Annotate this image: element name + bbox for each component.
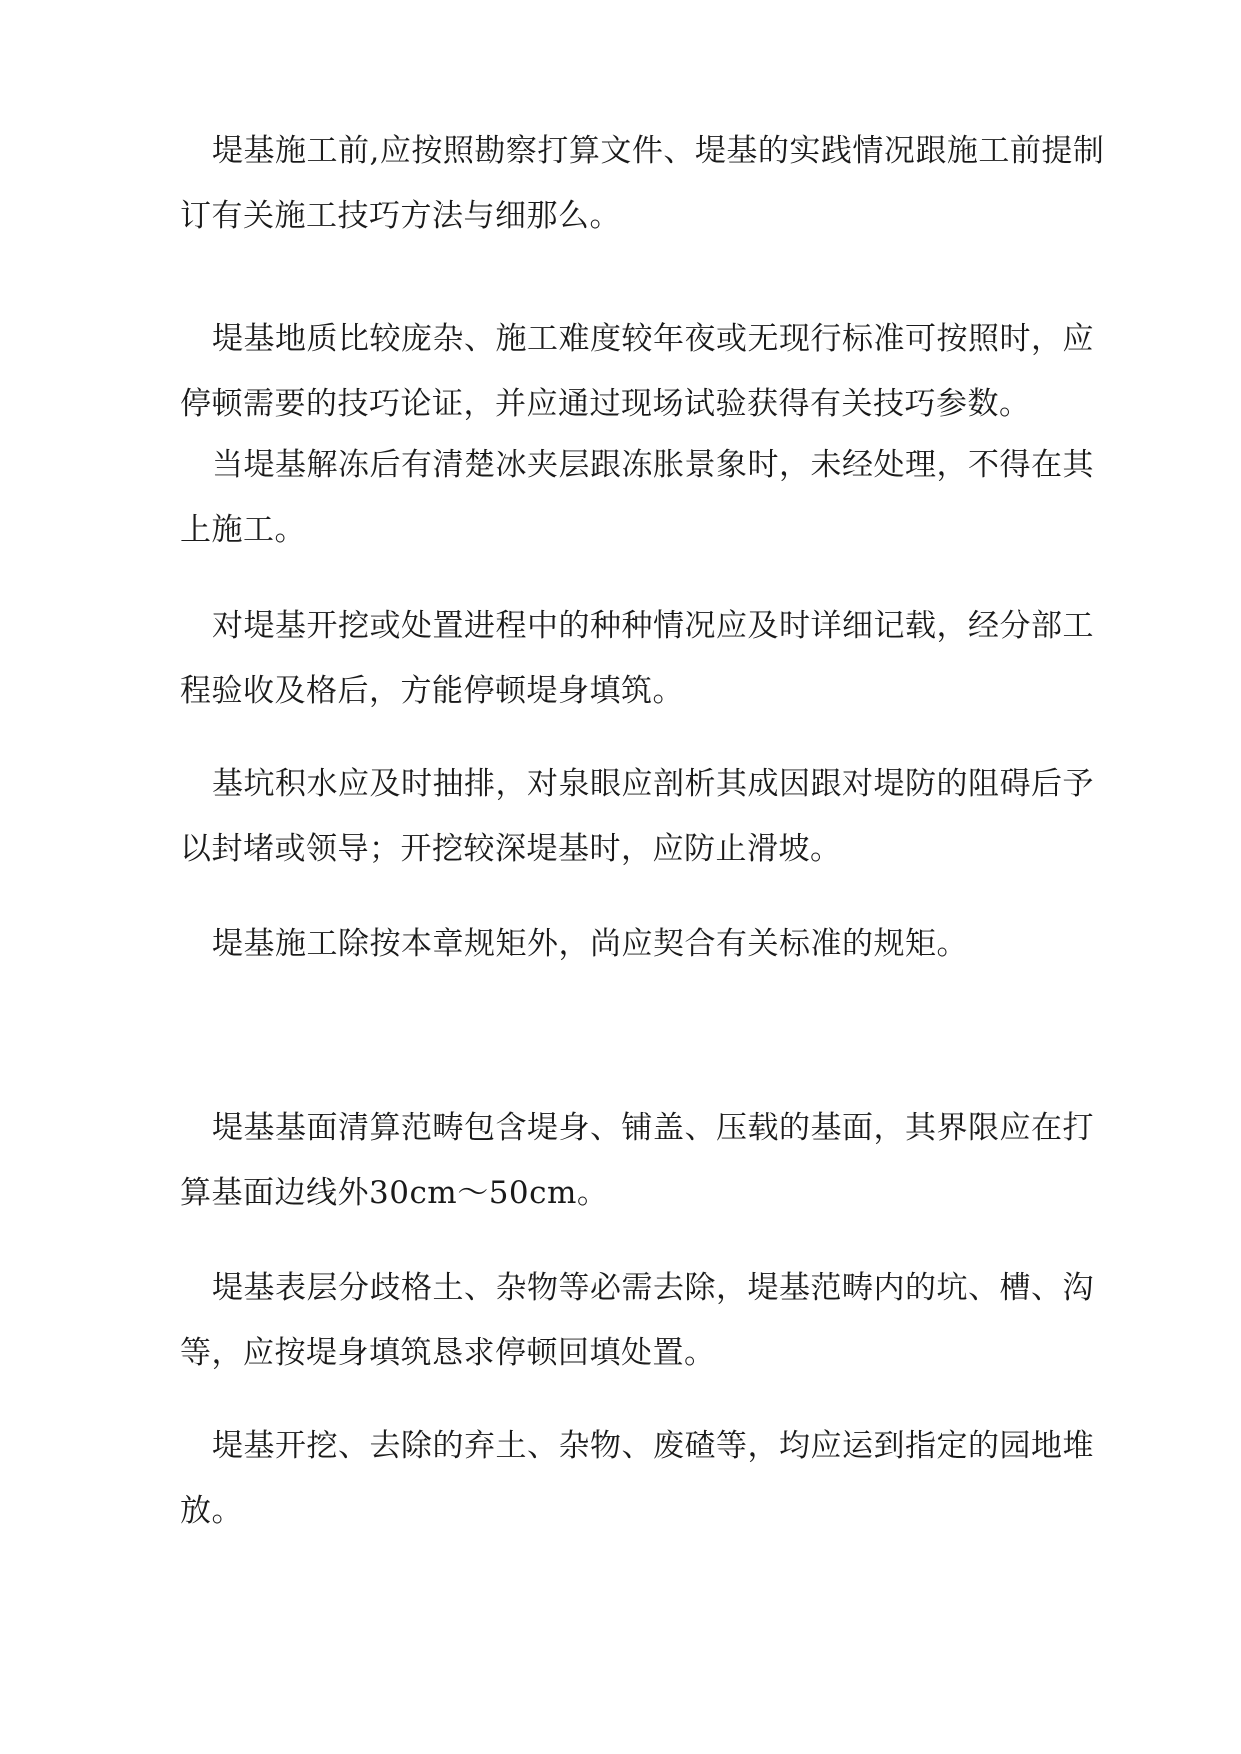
paragraph-other-standards: 堤基施工除按本章规矩外，尚应契合有关标准的规矩。 bbox=[212, 926, 968, 962]
paragraph-surface-removal: 堤基表层分歧格土、杂物等必需去除，堤基范畴内的坑、槽、沟等，应按堤身填筑恳求停顿回填处置。 bbox=[180, 1270, 1094, 1371]
paragraph-complex-geology: 堤基地质比较庞杂、施工难度较年夜或无现行标准可按照时，应停顿需要的技巧论证，并应通过现场试验获得有关技巧参数。 bbox=[180, 321, 1094, 422]
paragraph-pit-drainage: 基坑积水应及时抽排，对泉眼应剖析其成因跟对堤防的阻碍后予以封堵或领导；开挖较深堤基时，应防止滑坡。 bbox=[180, 766, 1094, 867]
paragraph-thaw-condition: 当堤基解冻后有清楚冰夹层跟冻胀景象时，未经处理，不得在其上施工。 bbox=[180, 447, 1094, 548]
paragraph-record-keeping: 对堤基开挖或处置进程中的种种情况应及时详细记载，经分部工程验收及格后，方能停顿堤身填筑。 bbox=[180, 608, 1094, 709]
paragraph-foundation-preparation: 堤基施工前,应按照勘察打算文件、堤基的实践情况跟施工前提制订有关施工技巧方法与细那么。 bbox=[180, 133, 1105, 234]
paragraph-cleanup-range: 堤基基面清算范畴包含堤身、铺盖、压载的基面，其界限应在打算基面边线外30cm～50cm。 bbox=[180, 1110, 1094, 1211]
paragraph-waste-disposal: 堤基开挖、去除的弃土、杂物、废碴等，均应运到指定的园地堆放。 bbox=[180, 1428, 1094, 1529]
